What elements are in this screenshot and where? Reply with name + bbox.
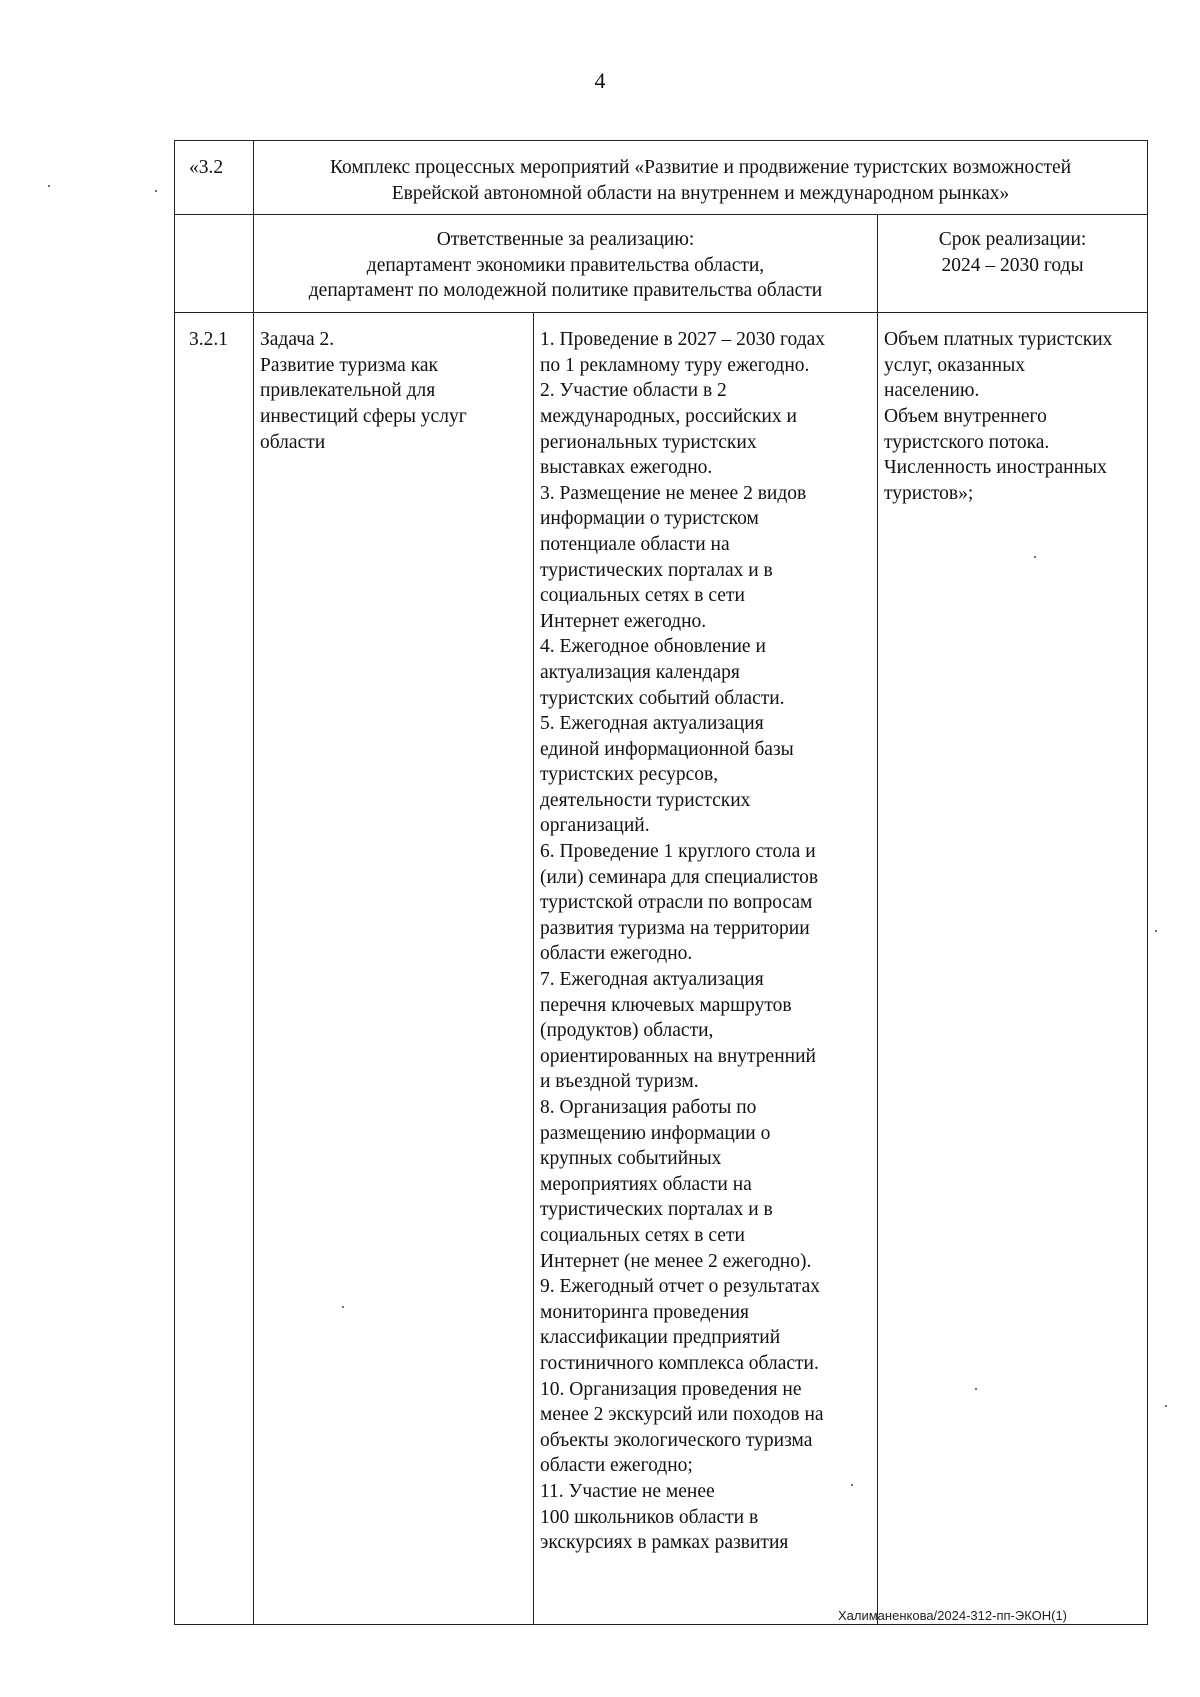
action-line: 6. Проведение 1 круглого стола и [540, 841, 816, 863]
action-line: социальных сетях в сети [540, 1224, 745, 1246]
indicator-line: Объем платных туристских [884, 329, 1113, 351]
scan-speck [48, 185, 50, 187]
indicator-line: услуг, оказанных [884, 354, 1026, 376]
action-line: гостиничного комплекса области. [540, 1352, 819, 1374]
indicator-line: туристского потока. [884, 431, 1050, 453]
action-line: 8. Организация работы по [540, 1097, 757, 1118]
indicator-line: туристов»; [884, 482, 974, 504]
action-line: 4. Ежегодное обновление и [540, 636, 766, 658]
document-code: Халиманенкова/2024-312-пп-ЭКОН(1) [838, 1608, 1068, 1623]
term-cell [878, 215, 1148, 313]
action-line: по 1 рекламному туру ежегодно. [540, 354, 810, 376]
task-cell [254, 313, 534, 1625]
action-line: актуализация календаря [540, 661, 740, 683]
action-line: классификации предприятий [540, 1327, 781, 1349]
term-line: Срок реализации: [938, 229, 1087, 251]
task-line: привлекательной для [260, 380, 436, 402]
action-line: туристских ресурсов, [540, 764, 719, 786]
section-number: «3.2 [189, 157, 224, 178]
action-line: мониторинга проведения [540, 1301, 749, 1323]
actions-cell [534, 313, 878, 1625]
action-line: объекты экологического туризма [540, 1429, 813, 1451]
action-line: ориентированных на внутренний [540, 1045, 816, 1067]
program-table [174, 140, 1148, 1625]
action-line: 100 школьников области в [540, 1506, 759, 1528]
action-line: крупных событийных [540, 1148, 722, 1170]
action-line: 11. Участие не менее [540, 1480, 715, 1502]
section-header-row [175, 141, 1148, 215]
action-line: (продуктов) области, [540, 1020, 714, 1042]
action-line: региональных туристских [540, 431, 757, 453]
action-line: туристских событий области. [540, 687, 785, 709]
action-line: 5. Ежегодная актуализация [540, 713, 764, 735]
task-row [175, 313, 1148, 1625]
action-line: социальных сетях в сети [540, 585, 745, 607]
action-line: туристических порталах и в [540, 1199, 773, 1221]
section-title-cell [254, 141, 1148, 215]
action-line: размещению информации о [540, 1122, 771, 1144]
page-number: 4 [594, 68, 606, 93]
scan-speck [975, 1388, 977, 1390]
action-line: области ежегодно; [540, 1455, 693, 1477]
task-line: Задача 2. [260, 329, 335, 351]
action-line: международных, российских и [540, 405, 797, 427]
action-line: 9. Ежегодный отчет о результатах [540, 1276, 821, 1298]
term-line: 2024 – 2030 годы [941, 254, 1084, 276]
indicator-line: Численность иностранных [884, 457, 1107, 479]
scan-speck [851, 1484, 853, 1486]
action-line: (или) семинара для специалистов [540, 866, 819, 888]
responsible-line: Ответственные за реализацию: [436, 229, 695, 251]
task-line: Развитие туризма как [260, 354, 439, 376]
task-line: инвестиций сферы услуг [260, 405, 467, 427]
action-line: 3. Размещение не менее 2 видов [540, 482, 807, 504]
scan-speck [1155, 930, 1157, 932]
action-line: туристской отрасли по вопросам [540, 892, 813, 914]
action-line: Интернет ежегодно. [540, 610, 707, 632]
responsible-cell [254, 215, 878, 313]
empty-cell [175, 215, 254, 313]
action-line: единой информационной базы [540, 738, 794, 760]
action-line: потенциале области на [540, 533, 730, 555]
indicators-cell [878, 313, 1148, 1625]
section-title-line: Комплекс процессных мероприятий «Развитие и продвижение туристских возможностей [329, 157, 1072, 178]
action-line: мероприятиях области на [540, 1173, 752, 1195]
action-line: Интернет (не менее 2 ежегодно). [540, 1250, 812, 1272]
section-title-line: Еврейской автономной области на внутреннем и международном рынках» [391, 182, 1010, 204]
action-line: 7. Ежегодная актуализация [540, 969, 764, 991]
action-line: экскурсиях в рамках развития [540, 1532, 789, 1554]
scan-speck [1165, 1405, 1167, 1407]
action-line: и въездной туризм. [540, 1071, 699, 1093]
action-line: области ежегодно. [540, 943, 693, 965]
scan-speck [342, 1306, 344, 1308]
task-line: области [260, 431, 326, 453]
section-number-cell [175, 141, 254, 215]
action-line: 1. Проведение в 2027 – 2030 годах [540, 329, 826, 351]
scan-speck [155, 190, 157, 192]
scan-speck [1034, 556, 1036, 558]
responsible-line: департамент по молодежной политике правительства области [308, 280, 823, 302]
action-line: организаций. [540, 815, 650, 837]
responsible-line: департамент экономики правительства области, [366, 254, 765, 276]
action-line: туристических порталах и в [540, 559, 773, 581]
indicator-line: Объем внутреннего [884, 405, 1047, 427]
row-number-cell [175, 313, 254, 1625]
row-number: 3.2.1 [189, 329, 228, 351]
action-line: менее 2 экскурсий или походов на [540, 1404, 824, 1426]
action-line: 10. Организация проведения не [540, 1378, 802, 1400]
action-line: перечня ключевых маршрутов [540, 994, 792, 1016]
action-line: выставках ежегодно. [540, 457, 713, 479]
action-line: информации о туристском [540, 508, 759, 530]
action-line: 2. Участие области в 2 [540, 380, 727, 402]
indicator-line: населению. [884, 380, 980, 402]
action-line: деятельности туристских [540, 789, 751, 811]
action-line: развития туризма на территории [540, 917, 810, 939]
responsibility-row [175, 215, 1148, 313]
